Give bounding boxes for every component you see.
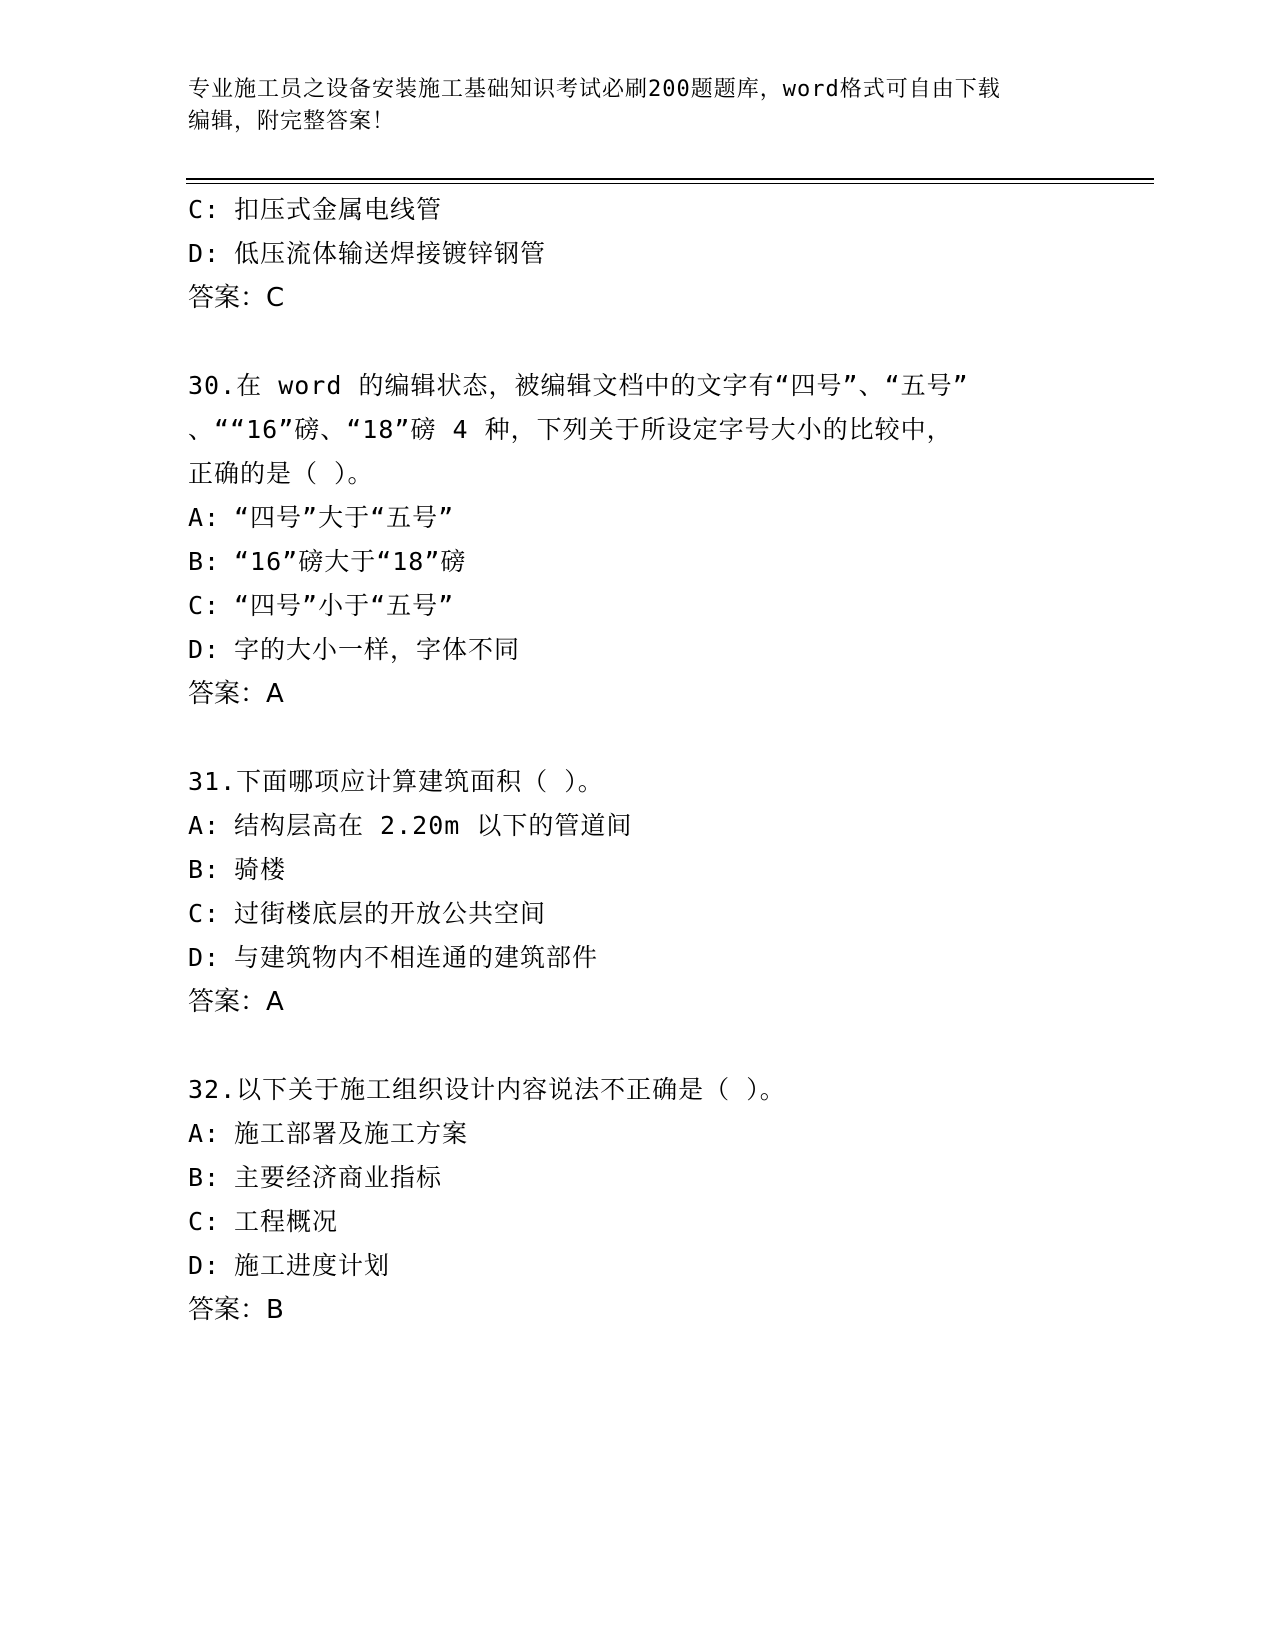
q30-question-line-2: 、““16”磅、“18”磅 4 种，下列关于所设定字号大小的比较中， (188, 415, 953, 444)
option-text: “四号”大于“五号” (234, 503, 455, 532)
q31-question-line-1: 31.下面哪项应计算建筑面积（ ）。 (188, 767, 604, 796)
option-text: 主要经济商业指标 (234, 1163, 443, 1192)
q32-question-line-1: 32.以下关于施工组织设计内容说法不正确是（ ）。 (188, 1075, 786, 1104)
answer-value: A (266, 679, 284, 709)
option-text: 与建筑物内不相连通的建筑部件 (234, 943, 599, 972)
q31-answer (188, 986, 284, 1018)
option-label: A: (188, 503, 221, 532)
header-divider-thick (186, 178, 1154, 180)
q31-option-a (188, 810, 632, 842)
option-text: 工程概况 (234, 1207, 339, 1236)
option-text: 骑楼 (234, 855, 287, 884)
answer-label: 答案： (188, 283, 267, 313)
answer-value: B (266, 1295, 284, 1325)
q29-answer (188, 282, 284, 314)
option-text: 低压流体输送焊接镀锌钢管 (234, 239, 547, 268)
option-text: “16”磅大于“18”磅 (234, 547, 467, 576)
q31-option-d (188, 942, 598, 974)
q32-option-d (188, 1250, 390, 1282)
q29-option-c (188, 194, 442, 226)
q30-option-a (188, 502, 454, 534)
option-text: 施工部署及施工方案 (234, 1119, 469, 1148)
q29-option-d (188, 238, 546, 270)
q30-question-line-3: 正确的是（ ）。 (188, 459, 374, 488)
q30-option-d (188, 634, 520, 666)
option-text: “四号”小于“五号” (234, 591, 455, 620)
answer-label: 答案： (188, 987, 267, 1017)
option-label: D: (188, 1251, 221, 1280)
q31-option-c (188, 898, 546, 930)
header-title-line-1: 专业施工员之设备安装施工基础知识考试必刷200题题库，word格式可自由下载 (188, 77, 1001, 102)
q32-option-b (188, 1162, 442, 1194)
option-label: C: (188, 195, 221, 224)
option-label: C: (188, 899, 221, 928)
header-title-line-2: 编辑，附完整答案！ (188, 109, 396, 134)
option-text: 结构层高在 2.20m 以下的管道间 (234, 811, 633, 840)
option-label: C: (188, 1207, 221, 1236)
answer-label: 答案： (188, 679, 267, 709)
option-label: C: (188, 591, 221, 620)
option-label: B: (188, 547, 221, 576)
q32-option-c (188, 1206, 338, 1238)
answer-value: C (266, 283, 285, 313)
option-text: 扣压式金属电线管 (234, 195, 443, 224)
option-text: 字的大小一样，字体不同 (234, 635, 521, 664)
option-label: D: (188, 943, 221, 972)
document-header (188, 74, 1068, 138)
option-label: B: (188, 1163, 221, 1192)
option-text: 施工进度计划 (234, 1251, 391, 1280)
option-label: D: (188, 635, 221, 664)
q30-question-line-1: 30.在 word 的编辑状态，被编辑文档中的文字有“四号”、“五号” (188, 371, 969, 400)
option-text: 过街楼底层的开放公共空间 (234, 899, 547, 928)
q30-option-c (188, 590, 454, 622)
option-label: A: (188, 1119, 221, 1148)
answer-value: A (266, 987, 284, 1017)
header-divider-thin (186, 183, 1154, 184)
option-label: A: (188, 811, 221, 840)
q30-answer (188, 678, 284, 710)
q31-option-b (188, 854, 286, 886)
option-label: B: (188, 855, 221, 884)
q30-option-b (188, 546, 466, 578)
q32-option-a (188, 1118, 468, 1150)
option-label: D: (188, 239, 221, 268)
answer-label: 答案： (188, 1295, 267, 1325)
q32-answer (188, 1294, 284, 1326)
